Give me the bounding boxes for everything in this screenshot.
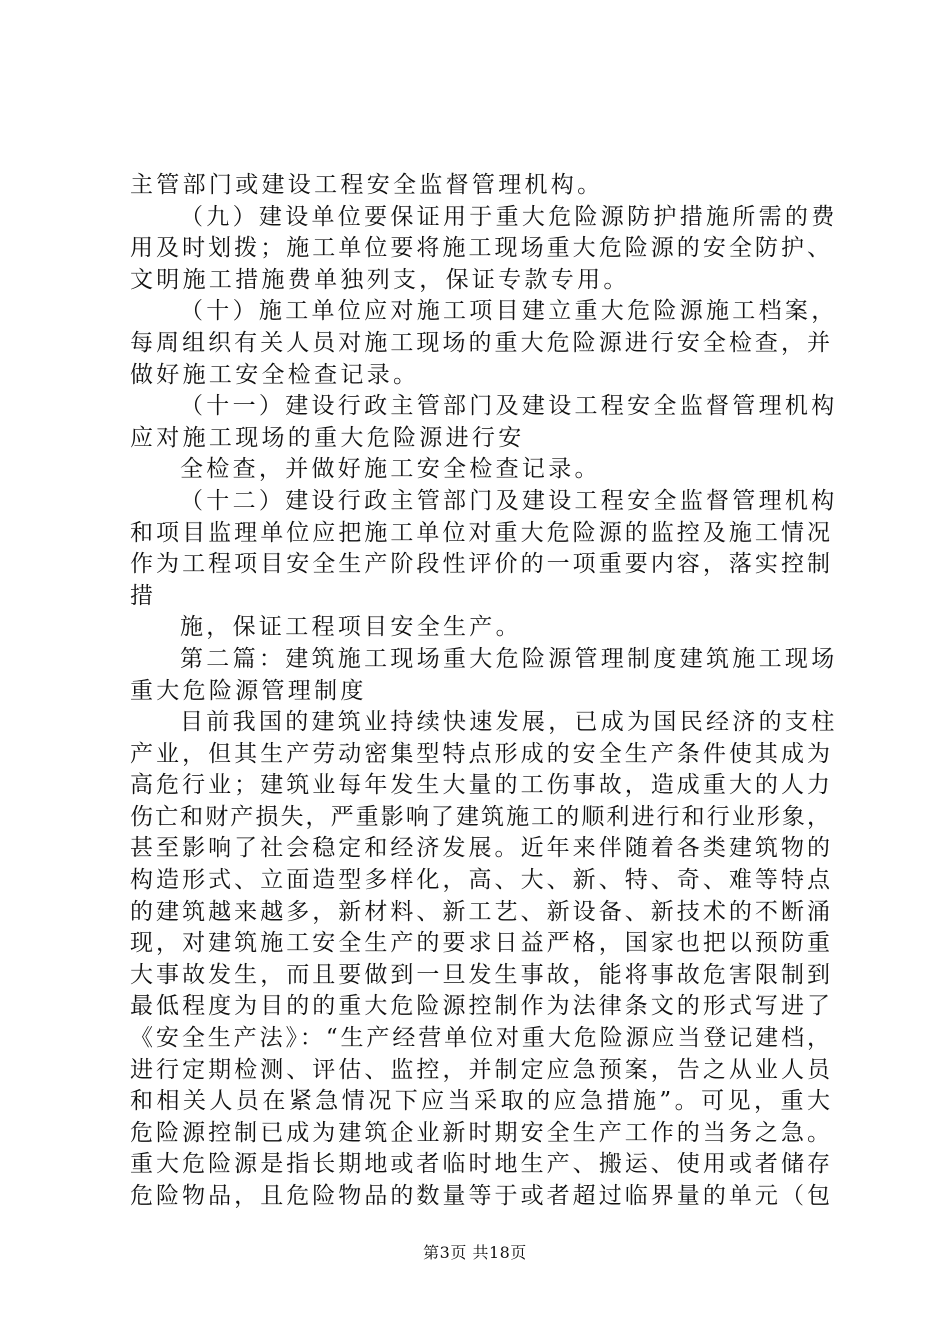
text-line: 进行定期检测、评估、监控，并制定应急预案，告之从业人员 bbox=[130, 1056, 830, 1083]
text-line: 产业，但其生产劳动密集型特点形成的安全生产条件使其成为 bbox=[130, 740, 830, 767]
text-line: 重大危险源是指长期地或者临时地生产、搬运、使用或者储存 bbox=[130, 1151, 830, 1178]
text-line: 每周组织有关人员对施工现场的重大危险源进行安全检查，并 bbox=[130, 329, 830, 356]
document-body bbox=[130, 170, 838, 1213]
text-line: 的建筑越来越多，新材料、新工艺、新设备、新技术的不断涌 bbox=[130, 898, 830, 925]
text-line: 用及时划拨；施工单位要将施工现场重大危险源的安全防护、 bbox=[130, 235, 830, 262]
page-number-footer: 第3页 共18页 bbox=[423, 1243, 527, 1262]
text-line: 危险源控制已成为建筑企业新时期安全生产工作的当务之急。 bbox=[130, 1119, 830, 1146]
text-line: 做好施工安全检查记录。 bbox=[130, 361, 420, 388]
text-line: 应对施工现场的重大危险源进行安 bbox=[130, 424, 525, 451]
text-line: 措 bbox=[130, 582, 157, 609]
text-line: 作为工程项目安全生产阶段性评价的一项重要内容，落实控制 bbox=[130, 551, 830, 578]
text-line: 和相关人员在紧急情况下应当采取的应急措施”。可见，重大 bbox=[130, 1088, 830, 1115]
text-line: （十二）建设行政主管部门及建设工程安全监督管理机构 bbox=[180, 487, 838, 514]
text-line: 甚至影响了社会稳定和经济发展。近年来伴随着各类建筑物的 bbox=[130, 835, 830, 862]
text-line: 全检查，并做好施工安全检查记录。 bbox=[180, 456, 601, 483]
text-line: 文明施工措施费单独列支，保证专款专用。 bbox=[130, 266, 630, 293]
text-line: 目前我国的建筑业持续快速发展，已成为国民经济的支柱 bbox=[180, 709, 838, 736]
text-line: 主管部门或建设工程安全监督管理机构。 bbox=[130, 172, 604, 198]
text-line: 伤亡和财产损失，严重影响了建筑施工的顺利进行和行业形象， bbox=[130, 803, 830, 830]
text-line: 大事故发生，而且要做到一旦发生事故，能将事故危害限制到 bbox=[130, 961, 830, 988]
text-line: 《安全生产法》：“生产经营单位对重大危险源应当登记建档， bbox=[130, 1025, 830, 1052]
text-line: 危险物品，且危险物品的数量等于或者超过临界量的单元（包 bbox=[130, 1183, 830, 1209]
text-line: （十一）建设行政主管部门及建设工程安全监督管理机构 bbox=[180, 393, 838, 420]
text-line: 和项目监理单位应把施工单位对重大危险源的监控及施工情况 bbox=[130, 519, 830, 546]
text-line: 高危行业；建筑业每年发生大量的工伤事故，造成重大的人力 bbox=[130, 772, 830, 799]
text-line: 现，对建筑施工安全生产的要求日益严格，国家也把以预防重 bbox=[130, 930, 830, 957]
section-heading: 第二篇：建筑施工现场重大危险源管理制度建筑施工现场 bbox=[180, 645, 838, 672]
text-line: 施，保证工程项目安全生产。 bbox=[180, 614, 522, 641]
text-line: （十）施工单位应对施工项目建立重大危险源施工档案， bbox=[180, 298, 838, 325]
text-line: （九）建设单位要保证用于重大危险源防护措施所需的费 bbox=[180, 203, 838, 230]
section-heading: 重大危险源管理制度 bbox=[130, 677, 367, 704]
text-line: 最低程度为目的的重大危险源控制作为法律条文的形式写进了 bbox=[130, 993, 830, 1020]
text-line: 构造形式、立面造型多样化，高、大、新、特、奇、难等特点 bbox=[130, 867, 830, 894]
